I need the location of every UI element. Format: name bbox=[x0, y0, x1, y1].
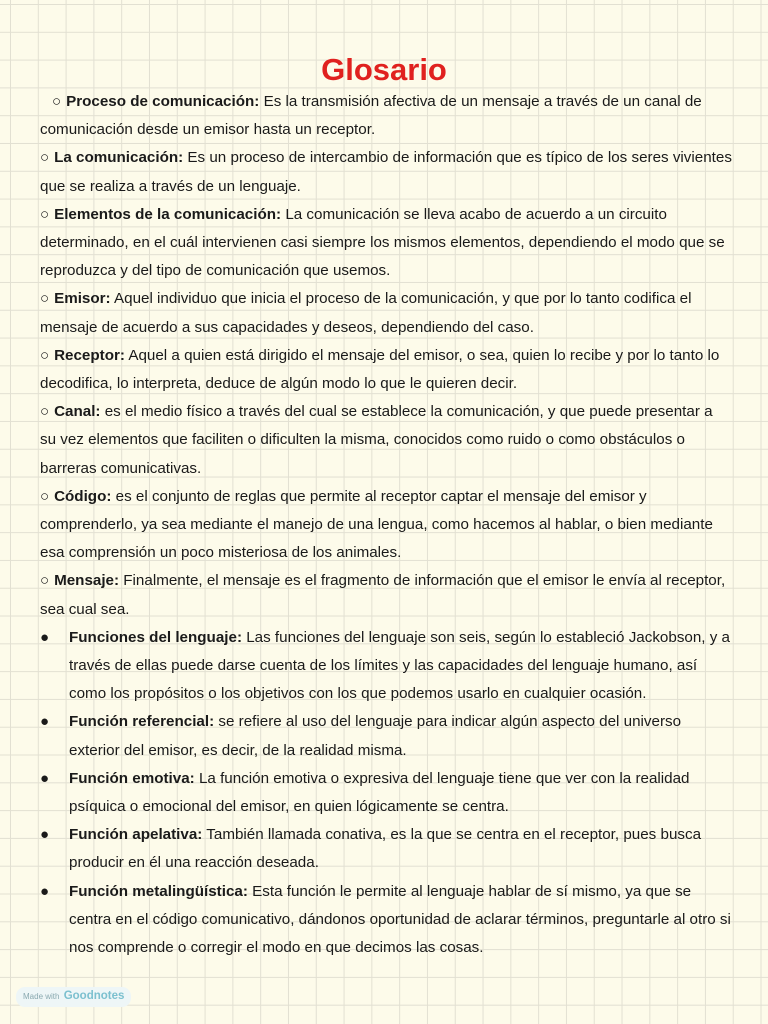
circle-bullet-icon: ○ bbox=[40, 487, 50, 505]
dot-bullet-icon: ● bbox=[40, 882, 50, 900]
function-definition: También llamada conativa, es la que se centra en el receptor, pues busca producir en él una reacción deseada. bbox=[69, 826, 702, 872]
entry-definition: Finalmente, el mensaje es el fragmento de información que el emisor le envía al receptor, sea cual sea. bbox=[40, 572, 726, 618]
entry-term: Emisor: bbox=[54, 290, 111, 308]
circle-bullet-icon: ○ bbox=[40, 290, 50, 308]
circle-bullet-icon: ○ bbox=[40, 572, 50, 590]
function-item bbox=[40, 708, 732, 764]
entry-definition: Es un proceso de intercambio de información que es típico de los seres vivientes que se realiza a través de un lenguaje. bbox=[40, 149, 732, 195]
entry-definition: es el conjunto de reglas que permite al receptor captar el mensaje del emisor y comprenderlo, ya sea mediante el manejo de una lengua, como hacemos al hablar, o bien mediante esa comprensión un poco misteriosa de los animales. bbox=[40, 487, 713, 562]
entry-term: Código: bbox=[54, 487, 112, 505]
circle-bullet-icon: ○ bbox=[40, 205, 50, 223]
glossary-entry bbox=[40, 483, 732, 568]
dot-bullet-icon: ● bbox=[40, 769, 50, 787]
glossary-entry bbox=[40, 342, 732, 398]
function-item bbox=[40, 624, 732, 709]
function-term: Función emotiva: bbox=[69, 769, 195, 787]
glossary-entry bbox=[40, 201, 732, 286]
entry-definition: Aquel individuo que inicia el proceso de la comunicación, y que por lo tanto codifica el mensaje de acuerdo a sus capacidades y deseos, dependiendo del caso. bbox=[40, 290, 692, 336]
function-item bbox=[40, 878, 732, 963]
function-definition: La función emotiva o expresiva del lenguaje tiene que ver con la realidad psíquica o emocional del emisor, en quien lógicamente se centra. bbox=[69, 769, 690, 816]
glossary-entry bbox=[40, 144, 732, 200]
glossary-entry bbox=[40, 88, 732, 144]
entry-term: Proceso de comunicación: bbox=[66, 93, 260, 110]
function-item bbox=[40, 821, 732, 877]
function-definition: Esta función le permite al lenguaje hablar de sí mismo, ya que se centra en el código comunicativo, dándonos oportunidad de aclarar términos, preguntarle al otro si nos comprende o corregir el modo en que decimos las cosas. bbox=[69, 882, 731, 957]
function-term: Función metalingüística: bbox=[69, 882, 248, 900]
glossary-entry bbox=[40, 398, 732, 483]
entry-definition: Es la transmisión afectiva de un mensaje a través de un canal de comunicación desde un emisor hasta un receptor. bbox=[40, 93, 702, 139]
dot-bullet-icon: ● bbox=[40, 713, 50, 731]
dot-bullet-icon: ● bbox=[40, 826, 50, 844]
circle-bullet-icon: ○ bbox=[40, 346, 50, 364]
function-term: Funciones del lenguaje: bbox=[69, 628, 242, 646]
function-definition: Las funciones del lenguaje son seis, según lo estableció Jackobson, y a través de ellas puede darse cuenta de los límites y las capacidades del lenguaje humano, así como los propósitos o los objetivos con los que podemos usarlo en cualquier ocasión. bbox=[69, 628, 731, 703]
watermark-prefix: Made with bbox=[23, 992, 60, 1001]
dot-bullet-icon: ● bbox=[40, 628, 50, 646]
function-term: Función referencial: bbox=[69, 713, 215, 731]
entry-term: Mensaje: bbox=[54, 572, 120, 590]
circle-bullet-icon: ○ bbox=[52, 93, 62, 110]
glossary-entry bbox=[40, 285, 732, 341]
function-term: Función apelativa: bbox=[69, 826, 203, 844]
entry-definition: La comunicación se lleva acabo de acuerdo a un circuito determinado, en el cuál intervienen casi siempre los mismos elementos, dependiendo el modo que se reproduzca y del tipo de comunicación que usemos. bbox=[40, 205, 725, 280]
entry-term: La comunicación: bbox=[54, 149, 184, 167]
circle-bullet-icon: ○ bbox=[40, 149, 50, 167]
entry-definition: Aquel a quien está dirigido el mensaje del emisor, o sea, quien lo recibe y por lo tanto lo decodifica, lo interpreta, deduce de algún modo lo que le quieren decir. bbox=[40, 346, 720, 393]
circle-bullet-icon: ○ bbox=[40, 403, 50, 421]
entry-term: Receptor: bbox=[54, 346, 125, 364]
entry-definition: es el medio físico a través del cual se establece la comunicación, y que puede presentar a su vez elementos que faciliten o dificulten la misma, conocidos como ruido o como obstáculos o barreras comunicativas. bbox=[40, 403, 713, 477]
glossary-entry bbox=[40, 567, 732, 623]
watermark-brand: Goodnotes bbox=[63, 990, 125, 1002]
entry-term: Elementos de la comunicación: bbox=[54, 205, 282, 223]
entry-term: Canal: bbox=[54, 403, 101, 421]
page-title: Glosario bbox=[321, 52, 447, 87]
glossary-content bbox=[40, 88, 732, 962]
goodnotes-watermark bbox=[16, 987, 131, 1007]
function-item bbox=[40, 765, 732, 821]
function-definition: se refiere al uso del lenguaje para indicar algún aspecto del universo exterior del emisor, es decir, de la realidad misma. bbox=[69, 713, 682, 759]
